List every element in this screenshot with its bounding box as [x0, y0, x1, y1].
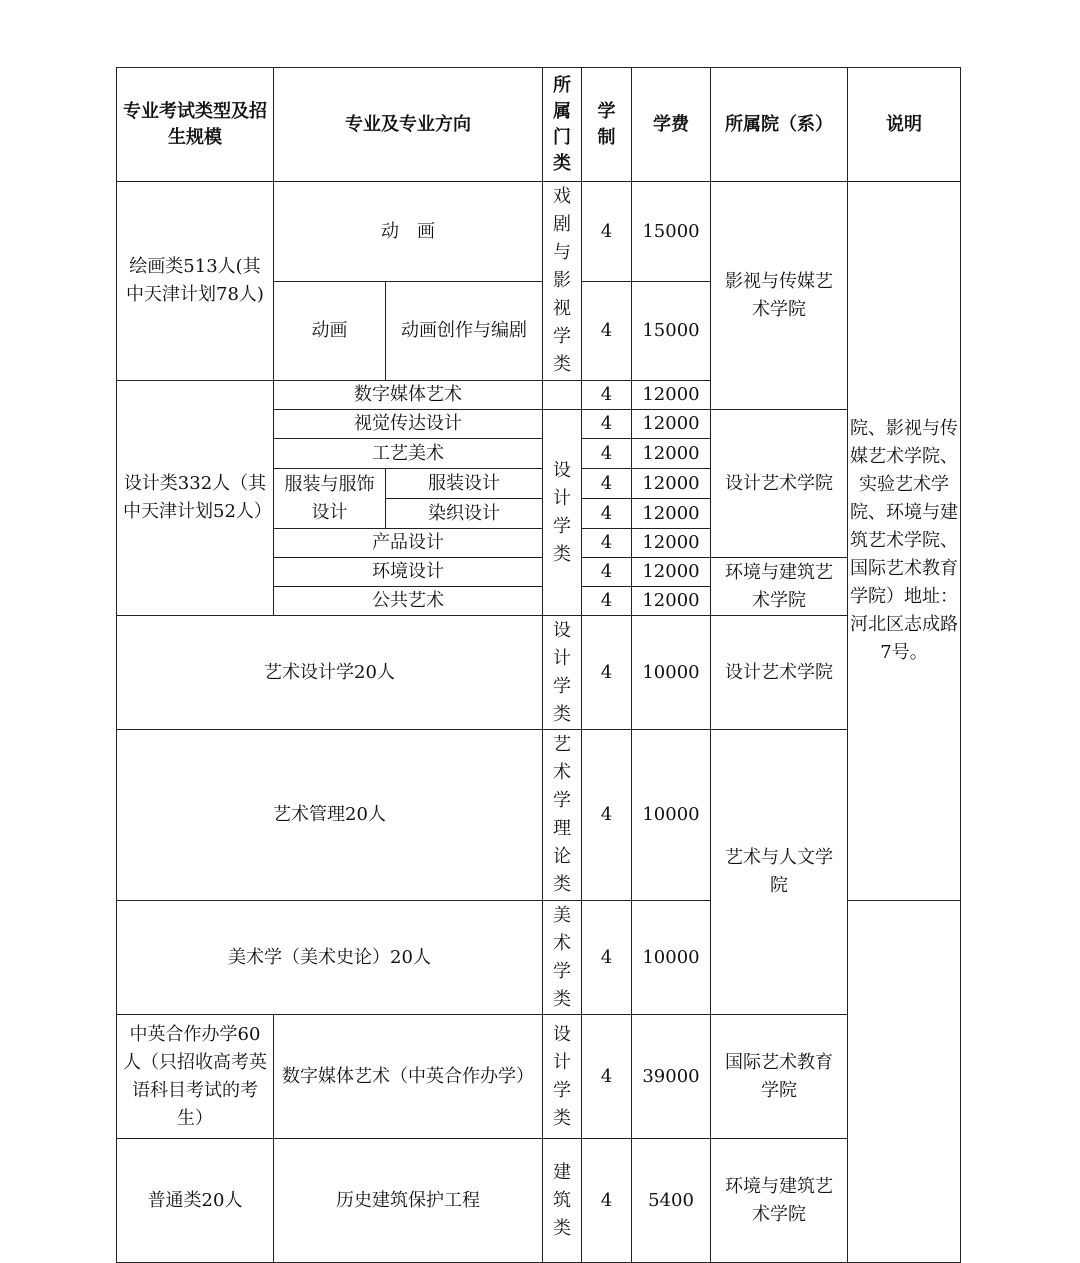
design-college: 设计艺术学院: [711, 410, 848, 558]
major-fashion: 服装与服饰设计: [274, 469, 386, 529]
general-college: 环境与建筑艺术学院: [711, 1139, 848, 1263]
animation-major: 动 画: [274, 182, 543, 282]
fee-cell: 12000: [632, 499, 711, 529]
table-row: [117, 616, 961, 730]
header-type-scale: 专业考试类型及招生规模: [117, 68, 274, 182]
sino-uk-college: 国际艺术教育学院: [711, 1015, 848, 1139]
table-row: [117, 182, 961, 282]
years-cell: 4: [582, 616, 632, 730]
animation-sub: 动画: [274, 282, 386, 381]
fee-cell: 15000: [632, 282, 711, 381]
table-row: [117, 1015, 961, 1139]
major-product-design: 产品设计: [274, 529, 543, 558]
major-historic-building-protection: 历史建筑保护工程: [274, 1139, 543, 1263]
header-fee: 学费: [632, 68, 711, 182]
years-cell: 4: [582, 901, 632, 1015]
years-cell: 4: [582, 182, 632, 282]
header-major: 专业及专业方向: [274, 68, 543, 182]
environment-college: 环境与建筑艺术学院: [711, 558, 848, 616]
years-cell: 4: [582, 381, 632, 410]
major-visual-communication: 视觉传达设计: [274, 410, 543, 439]
header-category: 所属门类: [543, 68, 582, 182]
fee-cell: 15000: [632, 182, 711, 282]
direction-dyeing: 染织设计: [386, 499, 543, 529]
fee-cell: 12000: [632, 381, 711, 410]
years-cell: 4: [582, 499, 632, 529]
major-art-management: 艺术管理20人: [117, 730, 543, 901]
header-note: 说明: [848, 68, 961, 182]
header-college: 所属院（系）: [711, 68, 848, 182]
major-digital-media: 数字媒体艺术: [274, 381, 543, 410]
years-cell: 4: [582, 282, 632, 381]
fee-cell: 12000: [632, 410, 711, 439]
years-cell: 4: [582, 587, 632, 616]
general-category: 建筑类: [543, 1139, 582, 1263]
fee-cell: 39000: [632, 1015, 711, 1139]
table-row: [117, 1139, 961, 1263]
note-cell: 院、影视与传媒艺术学院、实验艺术学院、环境与建筑艺术学院、国际艺术教育学院）地址：河北区志成路7号。: [848, 182, 961, 901]
art-design-category: 设计学类: [543, 616, 582, 730]
design-category: 设计学类: [543, 410, 582, 616]
major-public-art: 公共艺术: [274, 587, 543, 616]
major-art-design: 艺术设计学20人: [117, 616, 543, 730]
header-years: 学制: [582, 68, 632, 182]
animation-direction: 动画创作与编剧: [386, 282, 543, 381]
header-row: [117, 68, 961, 182]
years-cell: 4: [582, 469, 632, 499]
years-cell: 4: [582, 558, 632, 587]
fee-cell: 10000: [632, 901, 711, 1015]
fee-cell: 12000: [632, 558, 711, 587]
major-fine-arts: 美术学（美术史论）20人: [117, 901, 543, 1015]
fee-cell: 10000: [632, 616, 711, 730]
fee-cell: 10000: [632, 730, 711, 901]
years-cell: 4: [582, 1015, 632, 1139]
admissions-table: [116, 67, 961, 1263]
fee-cell: 12000: [632, 469, 711, 499]
fee-cell: 12000: [632, 587, 711, 616]
note-cell-empty: [848, 901, 961, 1263]
years-cell: 4: [582, 1139, 632, 1263]
years-cell: 4: [582, 410, 632, 439]
major-sino-uk-digital-media: 数字媒体艺术（中英合作办学）: [274, 1015, 543, 1139]
sino-uk-category: 设计学类: [543, 1015, 582, 1139]
major-environment-design: 环境设计: [274, 558, 543, 587]
major-craft: 工艺美术: [274, 439, 543, 469]
years-cell: 4: [582, 439, 632, 469]
humanities-college: 艺术与人文学院: [711, 730, 848, 1015]
years-cell: 4: [582, 730, 632, 901]
painting-category: 戏剧与影视学类: [543, 182, 582, 381]
fee-cell: 12000: [632, 529, 711, 558]
direction-clothing-design: 服装设计: [386, 469, 543, 499]
sino-uk-group: 中英合作办学60人（只招收高考英语科目考试的考生）: [117, 1015, 274, 1139]
painting-group: 绘画类513人(其中天津计划78人): [117, 182, 274, 381]
fine-arts-category: 美术学类: [543, 901, 582, 1015]
fee-cell: 12000: [632, 439, 711, 469]
fee-cell: 5400: [632, 1139, 711, 1263]
painting-college: 影视与传媒艺术学院: [711, 182, 848, 410]
design-group: 设计类332人（其中天津计划52人）: [117, 381, 274, 616]
years-cell: 4: [582, 529, 632, 558]
art-design-college: 设计艺术学院: [711, 616, 848, 730]
art-management-category: 艺术学理论类: [543, 730, 582, 901]
empty-category-cell: [543, 381, 582, 410]
table-row: [117, 730, 961, 901]
general-group: 普通类20人: [117, 1139, 274, 1263]
